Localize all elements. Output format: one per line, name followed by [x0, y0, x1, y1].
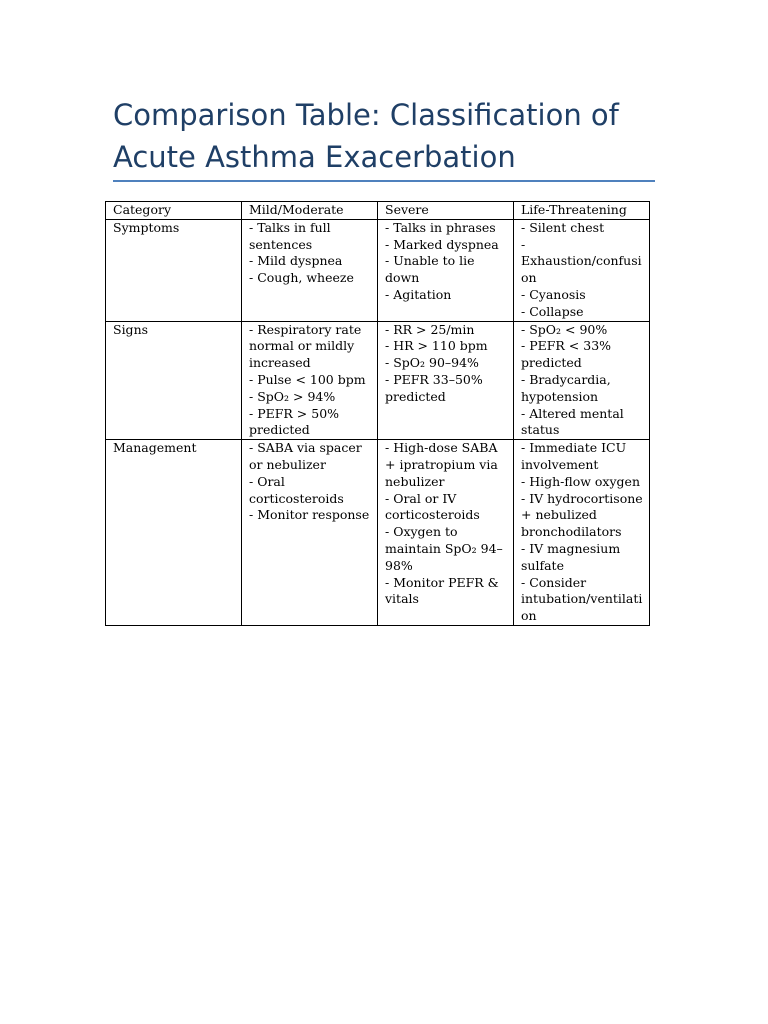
page-title-line-2: Acute Asthma Exacerbation: [113, 140, 516, 174]
header-cell-severe: Severe: [378, 202, 514, 220]
cell-line: - Monitor response: [249, 507, 370, 523]
page-title: [113, 94, 673, 178]
cell-line: - Monitor PEFR & vitals: [385, 574, 499, 607]
severe-cell: [378, 321, 514, 440]
cell-line: - HR > 110 bpm: [385, 338, 488, 354]
mild-moderate-cell: [242, 321, 378, 440]
cell-line: - Marked dyspnea: [385, 236, 499, 252]
severe-cell: [378, 440, 514, 626]
header-cell-category: Category: [106, 202, 242, 220]
cell-line: - Altered mental status: [521, 405, 624, 438]
cell-line: - PEFR 33–50% predicted: [385, 371, 483, 404]
mild-moderate-cell: [242, 219, 378, 321]
cell-line: - Silent chest: [521, 219, 605, 235]
cell-line: - High-dose SABA + ipratropium via nebulizer: [385, 440, 498, 489]
cell-line: - Talks in full sentences: [249, 219, 331, 252]
table-row-signs: [106, 321, 650, 440]
comparison-table: [105, 201, 650, 626]
cell-line: - Oral or IV corticosteroids: [385, 490, 480, 523]
cell-line: - SpO₂ > 94%: [249, 388, 336, 404]
cell-line: - Pulse < 100 bpm: [249, 371, 366, 387]
table-row-symptoms: [106, 219, 650, 321]
cell-line: - High-flow oxygen: [521, 473, 640, 489]
cell-line: - PEFR < 33% predicted: [521, 338, 612, 371]
cell-line: - IV hydrocortisone + nebulized bronchodilators: [521, 490, 643, 540]
cell-line: - Immediate ICU involvement: [521, 440, 627, 472]
cell-line: - Exhaustion/confusion: [521, 236, 642, 286]
cell-line: - SpO₂ 90–94%: [385, 355, 479, 371]
cell-line: - Bradycardia, hypotension: [521, 371, 611, 404]
cell-line: - Oxygen to maintain SpO₂ 94–98%: [385, 524, 503, 573]
cell-line: - PEFR > 50% predicted: [249, 405, 340, 438]
header-cell-life-threatening: Life-Threatening: [514, 202, 650, 220]
cell-line: - Unable to lie down: [385, 253, 475, 286]
cell-line: - SABA via spacer or nebulizer: [249, 440, 362, 472]
table-row-management: [106, 440, 650, 626]
cell-line: - Consider intubation/ventilation: [521, 574, 643, 624]
life-threatening-cell: [514, 440, 650, 626]
page-title-line-1: Comparison Table: Classification of: [113, 98, 619, 132]
cell-line: - Talks in phrases: [385, 219, 496, 235]
cell-line: - Respiratory rate normal or mildly increased: [249, 321, 362, 371]
row-category-cell: Symptoms: [106, 219, 242, 321]
cell-line: - IV magnesium sulfate: [521, 540, 621, 573]
cell-line: - RR > 25/min: [385, 321, 475, 337]
cell-line: - Cough, wheeze: [249, 270, 354, 286]
cell-line: - SpO₂ < 90%: [521, 321, 608, 337]
title-underline-rule: [113, 180, 655, 182]
cell-line: - Collapse: [521, 303, 584, 319]
life-threatening-cell: [514, 219, 650, 321]
severe-cell: [378, 219, 514, 321]
header-cell-mild-moderate: Mild/Moderate: [242, 202, 378, 220]
cell-line: - Agitation: [385, 286, 452, 302]
row-category-cell: Management: [106, 440, 242, 626]
cell-line: - Oral corticosteroids: [249, 473, 344, 506]
cell-line: - Mild dyspnea: [249, 253, 343, 269]
mild-moderate-cell: [242, 440, 378, 626]
row-category-cell: Signs: [106, 321, 242, 440]
life-threatening-cell: [514, 321, 650, 440]
table-header-row: [106, 202, 650, 220]
cell-line: - Cyanosis: [521, 286, 586, 302]
